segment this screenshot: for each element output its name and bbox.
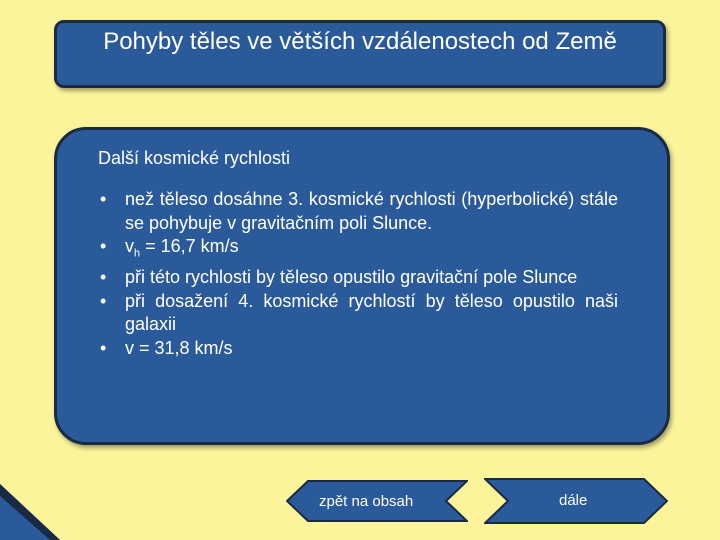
- bullet-list: [98, 188, 618, 360]
- bullet-item: [98, 235, 618, 266]
- bullet-text: než těleso dosáhne 3. kosmické rychlosti (hyperbolické) stále se pohybuje v gravitačním poli Slunce.: [125, 189, 618, 233]
- bullet-item: [98, 290, 618, 337]
- corner-decoration: [0, 444, 60, 540]
- next-button-label: dále: [559, 492, 588, 509]
- bullet-text: při dosažení 4. kosmické rychlostí by těleso opustilo naši galaxii: [125, 290, 618, 335]
- bullet-item: [98, 188, 618, 235]
- bullet-text: = 16,7 km/s: [140, 236, 239, 256]
- slide-title: Pohyby těles ve větších vzdálenostech od Země: [103, 28, 617, 55]
- content-panel: [54, 127, 670, 445]
- bullet-item: [98, 266, 618, 290]
- bullet-item: [98, 337, 618, 361]
- bullet-text: v: [125, 236, 134, 256]
- title-panel: [54, 20, 666, 88]
- back-button-label: zpět na obsah: [319, 493, 414, 510]
- slide-subtitle: Další kosmické rychlosti: [98, 148, 291, 168]
- bullet-text: při této rychlosti by těleso opustilo gravitační pole Slunce: [125, 267, 578, 288]
- next-button[interactable]: [484, 478, 668, 524]
- bullet-text: v = 31,8 km/s: [125, 337, 233, 358]
- back-to-contents-button[interactable]: [286, 480, 468, 522]
- bullet-subscript: h: [134, 247, 141, 260]
